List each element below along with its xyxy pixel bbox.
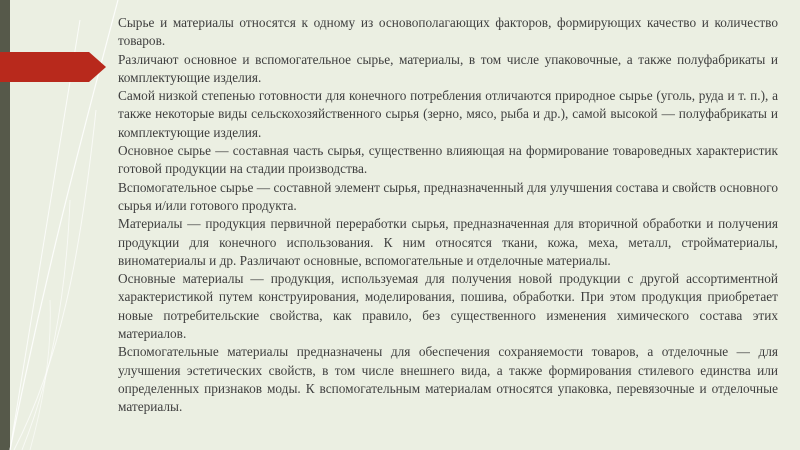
paragraph-main-materials: Основные материалы — продукция, используемая для получения новой продукции с другой ассортиментной характеристикой путем конструирования, моделирования, пошива, обработки. При этом продукция приобретает новые потребительские свойства, как правило, без существенного изменения химического состава этих материалов. [118,271,778,342]
paragraph-main-raw: Основное сырье — составная часть сырья, существенно влияющая на формирование товароведных характеристик готовой продукции на стадии производства. [118,143,778,177]
paragraph-materials: Материалы — продукция первичной переработки сырья, предназначенная для вторичной обработки и получения продукции для конечного использования. К ним относятся ткани, кожа, меха, металл, стройматериалы, виноматериалы и др. Различают основные, вспомогательные и отделочные материалы. [118,216,778,268]
paragraph-types: Различают основное и вспомогательное сырье, материалы, в том числе упаковочные, а также полуфабрикаты и комплектующие изделия. [118,51,778,85]
paragraph-intro: Сырье и материалы относятся к одному из основополагающих факторов, формирующих качество и количество товаров. [118,15,778,49]
paragraph-auxiliary-materials: Вспомогательные материалы предназначены для обеспечения сохраняемости товаров, а отделочные — для улучшения эстетических свойств, в том числе внешнего вида, а также формирования стилевого единства или определенных признаков моды. К вспомогательным материалам относятся упаковка, перевязочные и отделочные материалы. [118,344,778,415]
red-arrow-shape [0,52,106,82]
paragraph-readiness: Самой низкой степенью готовности для конечного потребления отличаются природное сырье (уголь, руда и т. п.), а также некоторые виды сельскохозяйственного сырья (зерно, мясо, рыба и др.), самой высокой — полуфабрикаты и комплектующие изделия. [118,88,778,140]
paragraph-auxiliary-raw: Вспомогательное сырье — составной элемент сырья, предназначенный для улучшения состава и свойств основного сырья и/или готового продукта. [118,179,778,213]
slide-text-body [118,14,778,417]
